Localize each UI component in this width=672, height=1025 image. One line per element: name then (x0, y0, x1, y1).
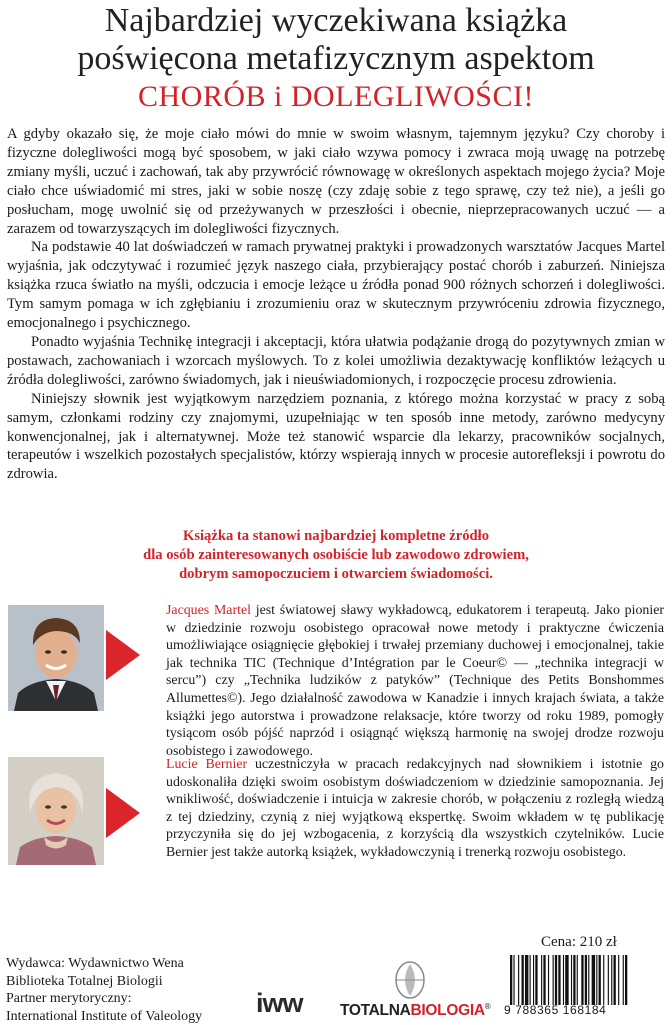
description-paragraph-2: Na podstawie 40 lat doświadczeń w ramach prywatnej praktyki i prowadzonych warsztatów Jacques Martel wyjaśnia, jak odczytywać i rozumieć język naszego ciała, przybierający postać chorób i zaburzeń. Niniejsza książka rzuca światło na myśli, odczucia i emocje leżące u źródła ponad 900 różnych schorzeń i dolegliwości. Tym samym pomaga w ich zgłębianiu i zrozumieniu oraz w skutecznym przywróceniu zdrowia fizycznego, emocjonalnego i psychicznego. (7, 238, 665, 333)
publisher-line-1: Wydawca: Wydawnictwo Wena (6, 955, 246, 973)
barcode-bar (543, 955, 545, 1005)
barcode-bar (530, 955, 531, 1005)
author-name-martel: Jacques Martel (166, 603, 251, 618)
author-name-bernier: Lucie Bernier (166, 757, 247, 772)
highlight-line-1: Książka ta stanowi najbardziej kompletne źródło (60, 527, 612, 546)
author-bio-bernier (166, 756, 664, 862)
barcode-bar (623, 955, 624, 1005)
barcode-bar (563, 955, 564, 1005)
barcode-bar (533, 955, 534, 1005)
publisher-line-2: Biblioteka Totalnej Biologii (6, 973, 246, 991)
author-photo-martel (8, 605, 104, 711)
barcode-bar (548, 955, 549, 1005)
barcode-bar (565, 955, 568, 1005)
highlight-statement (60, 527, 612, 584)
barcode-bar (614, 955, 616, 1005)
barcode-bar (518, 955, 519, 1005)
barcode-bar (522, 955, 524, 1005)
book-header (0, 2, 672, 116)
header-line-3-red: CHORÓB i DOLEGLIWOŚCI! (0, 78, 672, 116)
description-paragraph-1: A gdyby okazało się, że moje ciało mówi do mnie w swoim własnym, tajemnym języku? Czy choroby i fizyczne dolegliwości mogą być sposobem, w jaki ciało wzywa pomocy i zwraca moją uwagę na potrzebę zmiany myśli, uczuć i zachowań, tak aby przywrócić równowagę w określonych aspektach mojego życia? Moje ciało chce uświadomić mi stres, jaki w sobie noszę (czy zdaję sobie z tego sprawę, czy też nie), a jeśli go posłucham, mogę uwolnić się od przeżywanych w przeszłości i obecnie, nieprzepracowanych uczuć — a zarazem od towarzyszących im dolegliwości fizycznych. (7, 125, 665, 238)
barcode-bar (555, 955, 557, 1005)
barcode-bar (585, 955, 587, 1005)
barcode-bar (577, 955, 578, 1005)
barcode-bar (573, 955, 575, 1005)
author-bio-text-martel: jest światowej sławy wykładowcą, edukatorem i terapeutą. Jako pionier w dziedzinie rozwoju osobistego opracował nowe metody i praktyczne ćwiczenia umożliwiające osiągnięcie głębokiej i trwałej przemiany duchowej i emocjonalnej, takie jak technika TIC (Technique d’Intégration par le Coeur© — „technika integracji w sercu”) czy „Technika ludzików z patyków” (Technique des Petits Bonshommes Allumettes©). Jego działalność zawodowa w Kanadzie i innych krajach świata, a także książki jego autorstwa i prowadzone relaksacje, które tworzy od roku 1989, pomogły tysiącom osób pójść naprzód i osiągnąć większą harmonię na swojej drodze rozwoju osobistego i zawodowego. (166, 603, 664, 759)
barcode-bar (599, 955, 601, 1005)
barcode-bar (525, 955, 528, 1005)
barcode-bar (535, 955, 537, 1005)
barcode-bar (558, 955, 560, 1005)
barcode-bar (608, 955, 609, 1005)
barcode-bar (592, 955, 595, 1005)
barcode-bar (618, 955, 619, 1005)
barcode-bar (603, 955, 604, 1005)
barcode-bar (510, 955, 512, 1005)
barcode-bar (596, 955, 597, 1005)
portrait-man-illustration (8, 605, 104, 711)
isbn-barcode (508, 955, 666, 1005)
barcode-bar (571, 955, 572, 1005)
highlight-line-3: dobrym samopoczuciem i otwarciem świadomości. (60, 565, 612, 584)
barcode-bar (513, 955, 514, 1005)
iww-logo: iww (256, 988, 303, 1019)
totalna-biologia-logo (340, 960, 480, 1020)
description-paragraph-3: Ponadto wyjaśnia Technikę integracji i akceptacji, która ułatwia podążanie drogą do pozytywnych zmian w postawach, zachowaniach i wzorcach myślowych. To z kolei umożliwia dezaktywację konfliktów leżących u źródła dolegliwości, zarówno świadomych, jak i nieuświadomionych, i rozpoczęcie procesu zdrowienia. (7, 333, 665, 390)
barcode-bar (588, 955, 589, 1005)
publisher-line-4: International Institute of Valeology (6, 1008, 246, 1025)
barcode-bar (611, 955, 612, 1005)
totalna-biologia-wordmark: TOTALNABIOLOGIA® (340, 1002, 490, 1020)
publisher-line-3: Partner merytoryczny: (6, 990, 246, 1008)
author-bio-text-bernier: uczestniczyła w pracach redakcyjnych nad słownikiem i istotnie go udoskonaliła dzięki swoim osobistym doświadczeniom w dziedzinie samopoznania. Jej wnikliwość, doświadczenie i intuicja w zakresie chorób, w połączeniu z rozległą wiedzą z tej dziedziny, czynią z niej wyjątkową ekspertkę. Swoim wkładem w tę publikację przyczyniła się do jej wzbogacenia, z korzyścią dla wszystkich czytelników. Lucie Bernier jest także autorką książek, wykładowczynią i trenerką rozwoju osobistego. (166, 757, 664, 860)
description-paragraph-4: Niniejszy słownik jest wyjątkowym narzędziem poznania, z którego można korzystać w pracy z sobą samym, członkami rodziny czy znajomymi, uzupełniając w ten sposób inne metody, zarówno medycyny konwencjonalnej, jak i alternatywnej. Może też stanowić wsparcie dla lekarzy, pracowników socjalnych, terapeutów i wszelkich pozostałych specjalistów, którzy wspierają innych w procesie autorefleksji i powrotu do zdrowia. (7, 390, 665, 485)
header-line-1: Najbardziej wyczekiwana książka (0, 2, 672, 40)
author-bio-martel (166, 602, 664, 760)
highlight-line-2: dla osób zainteresowanych osobiście lub zawodowo zdrowiem, (60, 546, 612, 565)
barcode-digits: 9 788365 168184 (504, 1003, 670, 1017)
header-line-2: poświęcona metafizycznym aspektom (0, 40, 672, 78)
red-arrow-martel (106, 630, 140, 680)
publisher-info (6, 955, 246, 1025)
red-arrow-bernier (106, 788, 140, 838)
barcode-bar (553, 955, 554, 1005)
barcode-bar (581, 955, 583, 1005)
author-photo-bernier (8, 757, 104, 865)
leaf-emblem-icon (340, 960, 480, 1000)
price-label: Cena: 210 zł (541, 934, 617, 951)
barcode-bar (625, 955, 627, 1005)
portrait-woman-illustration (8, 757, 104, 865)
book-description (7, 125, 665, 484)
barcode-bar (541, 955, 542, 1005)
